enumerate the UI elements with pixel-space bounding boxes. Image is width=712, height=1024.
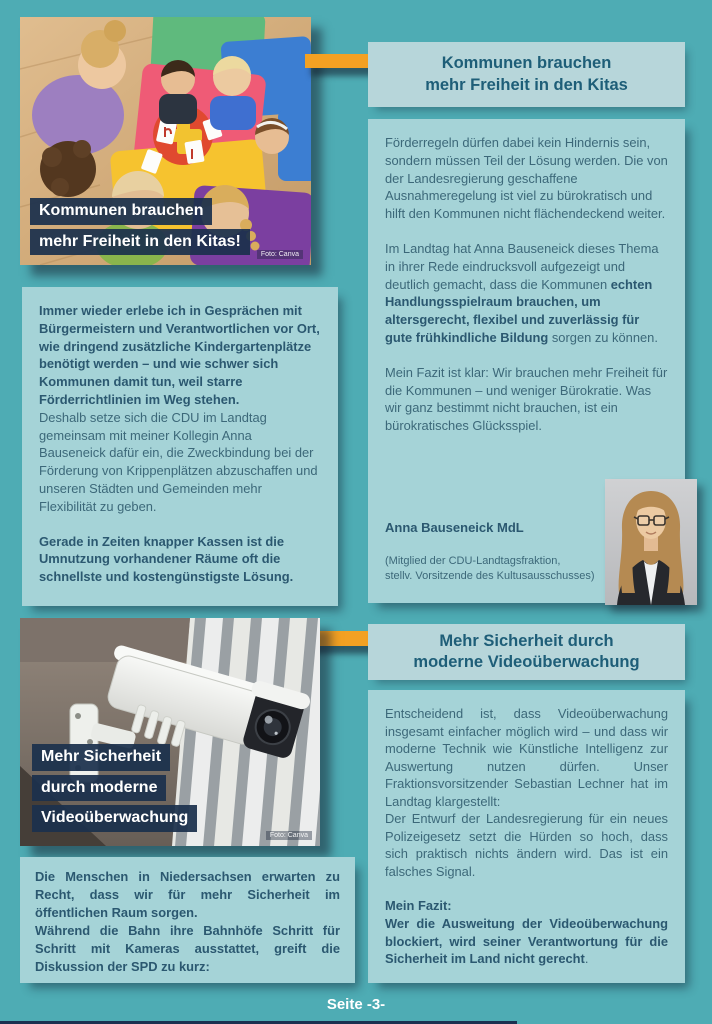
page-number: Seite -3- xyxy=(326,996,386,1013)
video-heading-line: Mehr Sicherheit durch xyxy=(439,631,614,650)
portrait-illustration xyxy=(605,479,697,605)
video-left-textbox: Die Menschen in Niedersachsen erwarten zu Recht, dass wir für mehr Sicherheit im öffentlichen Raum sorgen. Während die Bahn ihre Bahnhöfe Schritt für Schritt mit Kameras ausstattet, greift die Diskussion der SPD zu kurz: xyxy=(20,857,355,983)
kita-right-paragraphs: Förderregeln dürfen dabei kein Hindernis sein, sondern müssen Teil der Lösung werden. Die von der Landesregierung geschaffene Ausnahmeregelung ist viel zu bürokratisch und hilft den Kommunen nicht flächendeckend weiter. Im Landtag hat Anna Bauseneick dieses Thema in ihrer Rede eindrucksvoll aufgezeigt und deutlich gemacht, dass die Kommunen echten Handlungsspielraum brauchen, um altersgerecht, flexibel und zuverlässig für gute frühkindliche Bildung sorgen zu können. Mein Fazit ist klar: Wir brauchen mehr Freiheit für die Kommunen – und weniger Bürokratie. Was wir ganz bestimmt nicht brauchen, ist ein bürokratisches Glücksspiel. xyxy=(385,135,668,434)
anna-bauseneick-portrait xyxy=(605,479,697,605)
kita-heading-line: Kommunen brauchen xyxy=(441,54,612,73)
security-camera-photo xyxy=(20,618,320,846)
author-role-line: (Mitglied der CDU-Landtagsfraktion, xyxy=(385,554,561,567)
kita-photo-title-line: Kommunen brauchen xyxy=(30,198,212,225)
kita-photo-title-line: mehr Freiheit in den Kitas! xyxy=(30,229,250,256)
orange-connector-bar-top xyxy=(305,54,368,68)
video-photo-title-line: durch moderne xyxy=(32,775,166,802)
video-photo-title xyxy=(32,744,197,836)
author-role xyxy=(385,554,600,584)
author-block xyxy=(385,519,600,584)
video-heading-box xyxy=(368,624,685,680)
kita-children-photo xyxy=(20,17,311,265)
video-heading-line: moderne Videoüberwachung xyxy=(413,653,640,671)
video-photo-title-line: Videoüberwachung xyxy=(32,805,197,832)
kita-heading-line: mehr Freiheit in den Kitas xyxy=(425,75,628,94)
video-photo-title-line: Mehr Sicherheit xyxy=(32,744,170,771)
video-right-textbox: Entscheidend ist, dass Videoüberwachung insgesamt einfacher möglich wird – und dass wir moderne Technik wie Künstliche Intelligenz zur Auswertung nutzen dürfen. Unser Fraktionsvorsitzender Sebastian Lechner hat im Landtag klargestellt: Der Entwurf der Landesregierung für ein neues Polizeigesetz setzt die Hürden so hoch, dass sich praktisch nichts ändern wird. Das ist ein falsches Signal. Mein Fazit: Wer die Ausweitung der Videoüberwachung blockiert, wird seiner Verantwortung für die Sicherheit im Land nicht gerecht. xyxy=(368,690,685,983)
kita-photo-title xyxy=(30,198,250,259)
author-role-line: stellv. Vorsitzende des Kultusausschusses) xyxy=(385,569,595,582)
kita-heading-box xyxy=(368,42,685,107)
kita-photo-credit: Foto: Canva xyxy=(257,250,303,259)
video-photo-credit: Foto: Canva xyxy=(266,831,312,840)
kita-left-textbox: Immer wieder erlebe ich in Gesprächen mit Bürgermeistern und Verantwortlichen vor Ort, wie dringend zusätzliche Kindergartenplätze benötigt werden – und wie schwer sich Kommunen damit tun, weil starre Förderrichtlinien im Weg stehen. Deshalb setze sich die CDU im Landtag gemeinsam mit meiner Kollegin Anna Bauseneick dafür ein, die Zweckbindung bei der Förderung von Krippenplätzen abzuschaffen und unseren Städten und Gemeinden mehr Flexibilität zu geben. Gerade in Zeiten knapper Kassen ist die Umnutzung vorhandener Räume oft die schnellste und kostengünstigste Lösung. xyxy=(22,287,338,606)
author-name: Anna Bauseneick MdL xyxy=(385,520,524,535)
